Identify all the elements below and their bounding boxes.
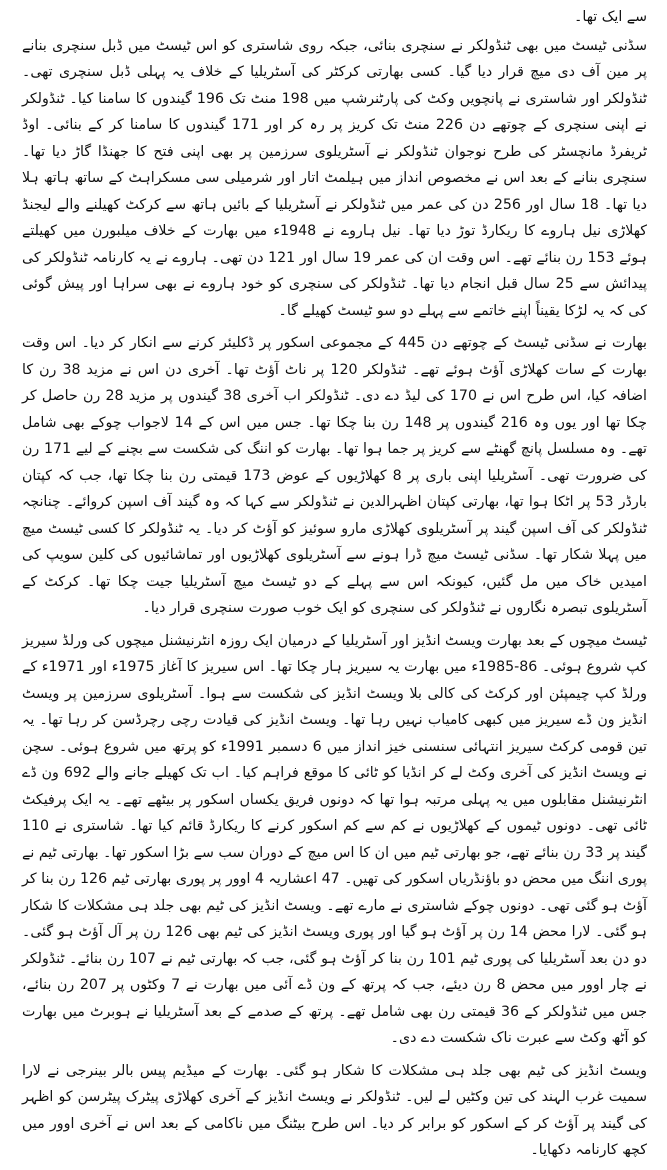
paragraph-2: سڈنی ٹیسٹ میں بھی ٹنڈولکر نے سنچری بنائی، جبکہ روی شاستری کو اس ٹیسٹ میں ڈبل سنچری بنانے پر مین آف دی میچ قرار دیا گیا۔ کسی بھارتی کرکٹر کی آسٹریلیا کے خلاف یہ پہلی ڈبل سنچری تھی۔ ٹنڈولکر اور شاستری نے پانچویں وکٹ کی پارٹنرشپ میں 198 منٹ تک 196 گیندوں کا سامنا کیا۔ ٹنڈولکر نے اپنی سنچری کے چوتھے دن 226 منٹ تک کریز پر رہ کر اور 171 گیندوں کا سامنا کر کے بنائی۔ اوڈ ٹریفرڈ مانچسٹر کی طرح نوجوان ٹنڈولکر نے آسٹریلوی سرزمین پر بھی اپنی فتح کا جھنڈا گاڑ دیا تھا۔ سنچری بنانے کے بعد اس نے مخصوص انداز میں ہیلمٹ اتار اور شرمیلی سی مسکراہٹ کے ساتھ ہاتھ ہلا دیا تھا۔ 18 سال اور 256 دن کی عمر میں ٹنڈولکر نے آسٹریلیا کے بائیں ہاتھ سے کرکٹ کھیلنے والے لیجنڈ کھلاڑی نیل ہاروے کا ریکارڈ توڑ دیا تھا۔ نیل ہاروے نے 1948ء میں بھارت کے خلاف میلبورن میں کھیلتے ہوئے 153 رن بنائے تھے۔ اس وقت ان کی عمر 19 سال اور 121 دن تھی۔ ہاروے نے یہ کارنامہ ٹنڈولکر کی پیدائش سے 25 سال قبل انجام دیا تھا۔ ٹنڈولکر کی سنچری کو خود ہاروے نے بھی سراہا اور پیش گوئی کی کہ یہ لڑکا یقیناً اپنے خاتمے سے پہلے دو سو ٹیسٹ کھیلے گا۔ [22,37,647,319]
paragraph-4: ٹیسٹ میچوں کے بعد بھارت ویسٹ انڈیز اور آسٹریلیا کے درمیان ایک روزہ انٹرنیشنل میچوں کی ورلڈ سیریز کپ شروع ہوئی۔ 86-1985ء میں بھارت یہ سیریز ہار چکا تھا۔ اس سیریز کا آغاز 1975ء اور 1971ء کے ورلڈ کپ چیمپئن اور کرکٹ کی کالی بلا ویسٹ انڈیز کی شکست سے ہوا۔ آسٹریلوی سرزمین پر ویسٹ انڈیز ون ڈے سیریز میں کبھی کامیاب نہیں رہا تھا۔ ویسٹ انڈیز کی قیادت رچی رچرڈسن کر رہا تھا۔ یہ تین قومی کرکٹ سیریز انتہائی سنسنی خیز انداز میں 6 دسمبر 1991ء کو پرتھ میں شروع ہوئی۔ سچن نے ویسٹ انڈیز کی آخری وکٹ لے کر انڈیا کو ٹائی کا موقع فراہم کیا۔ اب تک کھیلے جانے والے 692 ون ڈے انٹرنیشنل مقابلوں میں یہ پہلی مرتبہ ہوا تھا کہ دونوں فریق یکساں اسکور پر بیٹھے تھے۔ یہ ایک پرفیکٹ ٹائی تھی۔ دونوں ٹیموں کے کھلاڑیوں نے کم سے کم اسکور کرنے کا ریکارڈ قائم کیا تھا۔ شاستری نے 110 گیند پر 33 رن بنائے تھے، جو بھارتی ٹیم میں ان کا اس میچ کے دوران سب سے بڑا اسکور تھا۔ بھارتی ٹیم نے پوری اننگ میں محض دو باؤنڈریاں اسکور کی تھیں۔ 47 اعشاریہ 4 اوور پر پوری بھارتی ٹیم 126 رن بنا کر آؤٹ ہو گئی تھی۔ دونوں چوکے شاستری نے مارے تھے۔ ویسٹ انڈیز کی ٹیم بھی جلد ہی مشکلات کا شکار ہو گئی۔ لارا محض 14 رن پر آؤٹ ہو گیا اور پوری ویسٹ انڈیز کی ٹیم بھی 126 رن پر آل آؤٹ ہو گئی۔ دو دن بعد آسٹریلیا کی پوری ٹیم 101 رن بنا کر آؤٹ ہو گئی، جب کہ بھارتی ٹیم نے 107 رن بنائے۔ ٹنڈولکر نے چار اوور میں محض 8 رن دیئے، جب کہ پرتھ کے ون ڈے آئی میں بھارت نے 7 وکٹوں پر 207 رن بنائے، جس میں ٹنڈولکر کے 36 قیمتی رن بھی شامل تھے۔ پرتھ کے صدمے کے بعد آسٹریلیا نے ہوبرٹ میں بھارت کو آٹھ وکٹ سے عبرت ناک شکست دے دی۔ [22,632,648,1046]
document-page [22,4,647,1170]
paragraph-3: بھارت نے سڈنی ٹیسٹ کے چوتھے دن 445 کے مجموعی اسکور پر ڈکلیئر کرنے سے انکار کر دیا۔ اس وقت بھارت کے سات کھلاڑی آؤٹ ہوئے تھے۔ ٹنڈولکر 120 پر ناٹ آؤٹ تھا۔ آخری دن اس نے مزید 38 رن کا اضافہ کیا، اس طرح اس نے 170 کی لیڈ دے دی۔ ٹنڈولکر اب آخری 38 گیندوں پر مزید 28 رن حاصل کر چکا تھا اور یوں وہ 216 گیندوں پر 148 رن بنا چکا تھا۔ جس میں اس کے 14 لاجواب چوکے بھی شامل تھے۔ وہ مسلسل پانچ گھنٹے سے کریز پر جما ہوا تھا۔ بھارت کو اننگ کی شکست سے بچنے کے لیے 171 رن کی ضرورت تھی۔ آسٹریلیا اپنی باری پر 8 کھلاڑیوں کے عوض 173 قیمتی رن بنا چکا تھا، جب کہ کپتان بارڈر 53 پر اٹکا ہوا تھا، بھارتی کپتان اظہرالدین نے ٹنڈولکر سے کہا کہ وہ گیند آف اسپن کروائے۔ چنانچہ ٹنڈولکر کی آف اسپن گیند پر آسٹریلوی کھلاڑی مارو سوئیز کو آؤٹ کر دیا۔ یہ ٹنڈولکر کا کسی ٹیسٹ میچ میں پہلا شکار تھا۔ سڈنی ٹیسٹ میچ ڈرا ہونے سے آسٹریلوی کھلاڑیوں اور تماشائیوں کی کلین سویپ کی امیدیں خاک میں مل گئیں، کیونکہ اس سے پہلے کے دو ٹیسٹ میچ آسٹریلیا جیت چکا تھا۔ کرکٹ کے آسٹریلوی تبصرہ نگاروں نے ٹنڈولکر کی سنچری کو ایک خوب صورت سنچری قرار دیا۔ [22,335,648,616]
paragraph-5: ویسٹ انڈیز کی ٹیم بھی جلد ہی مشکلات کا شکار ہو گئی۔ بھارت کے میڈیم پیس بالر بینرجی نے لارا سمیت غرب الہند کی تین وکٹیں لے لیں۔ ٹنڈولکر نے ویسٹ انڈیز کے آخری کھلاڑی پیٹرک پیٹرسن کو اظہر کی گیند پر آؤٹ کر کے اسکور کو برابر کر دیا۔ اس طرح بیٹنگ میں ناکامی کے بعد اس نے آخری اوور میں کچھ کارنامہ دکھایا۔ [22,1062,647,1158]
paragraph-1: سے ایک تھا۔ [574,9,647,25]
